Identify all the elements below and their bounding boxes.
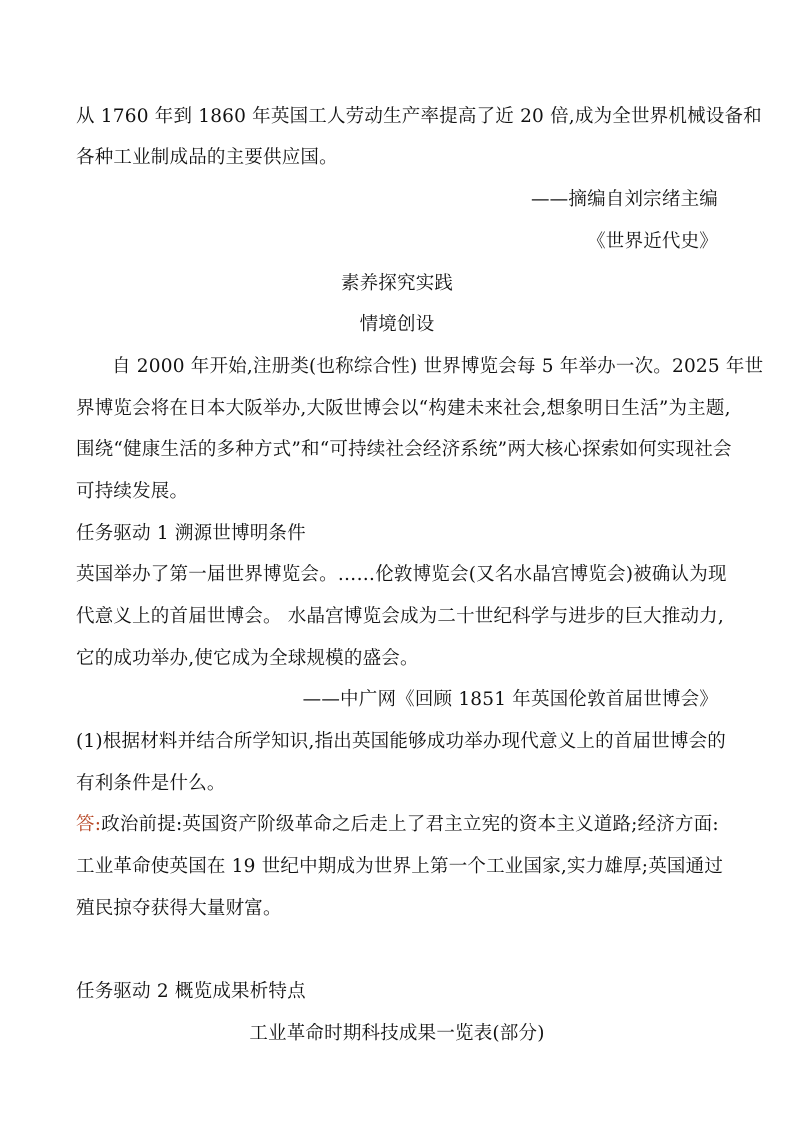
task1-question-line-1: (1)根据材料并结合所学知识,指出英国能够成功举办现代意义上的首届世博会的 [76,731,726,752]
task2-heading: 任务驱动 2 概览成果析特点 [76,981,306,1002]
answer-label: 答: [76,814,102,835]
task1-material-line-1: 英国举办了第一届世界博览会。……伦敦博览会(又名水晶宫博览会)被确认为现 [76,564,727,585]
context-line-1: 自 2000 年开始,注册类(也称综合性) 世界博览会每 5 年举办一次。2025 年世 [112,356,764,377]
quote-source-book: 《世界近代史》 [587,231,718,252]
task1-heading: 任务驱动 1 溯源世博明条件 [76,523,306,544]
task1-material-source: ——中广网《回顾 1851 年英国伦敦首届世博会》 [302,689,718,710]
task1-answer-line-3: 殖民掠夺获得大量财富。 [76,898,282,919]
quote-line-2: 各种工业制成品的主要供应国。 [76,147,338,168]
quote-line-1: 从 1760 年到 1860 年英国工人劳动生产率提高了近 20 倍,成为全世界机械设备和 [76,106,762,127]
task1-answer-line-2: 工业革命使英国在 19 世纪中期成为世界上第一个工业国家,实力雄厚;英国通过 [76,856,724,877]
section-subtitle: 情境创设 [359,314,435,335]
context-line-4: 可持续发展。 [76,481,189,502]
task2-table-title: 工业革命时期科技成果一览表(部分) [249,1023,545,1044]
task1-question-line-2: 有利条件是什么。 [76,773,226,794]
context-line-3: 围绕“健康生活的多种方式”和“可持续社会经济系统”两大核心探索如何实现社会 [76,439,732,460]
task1-material-line-3: 它的成功举办,使它成为全球规模的盛会。 [76,648,419,669]
answer-text-line-1: 政治前提:英国资产阶级革命之后走上了君主立宪的资本主义道路;经济方面: [101,814,719,835]
task1-material-line-2: 代意义上的首届世博会。 水晶宫博览会成为二十世纪科学与进步的巨大推动力, [76,606,724,627]
task1-answer-line-1 [76,813,726,837]
section-title: 素养探究实践 [340,273,454,294]
context-line-2: 界博览会将在日本大阪举办,大阪世博会以“构建未来社会,想象明日生活”为主题, [76,398,731,419]
quote-source-editor: ——摘编自刘宗绪主编 [530,189,718,210]
